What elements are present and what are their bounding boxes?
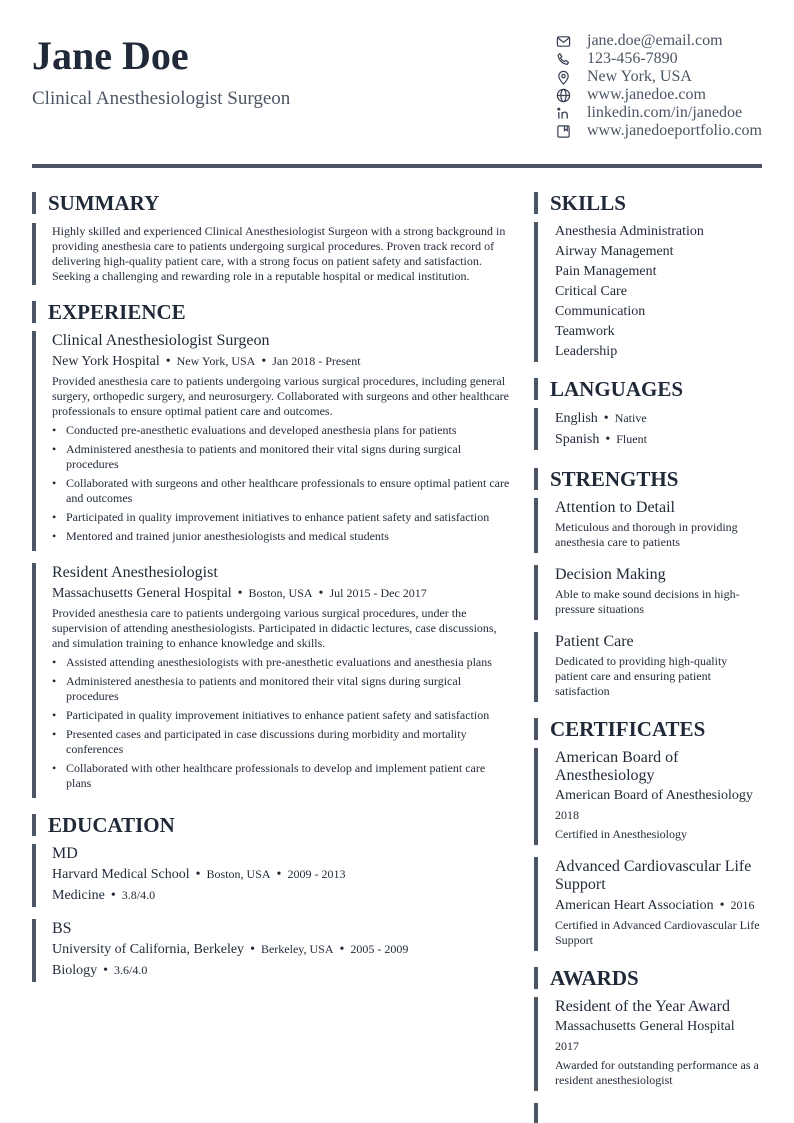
separator: • [250,942,255,957]
separator: • [318,586,324,601]
award-item [534,997,762,1091]
left-column [32,192,510,982]
contact-website[interactable] [554,86,762,104]
job-meta [52,353,510,370]
strength-item [534,632,762,702]
job-meta [52,585,510,602]
job-description: Provided anesthesia care to patients undergoing various surgical procedures, under the supervision of attending anesthesiologists. Participated in didactic lectures, case discussions, and simulation training to enhance knowledge and skills. [52,606,497,650]
strength-desc: Able to make sound decisions in high-pressure situations [555,587,740,616]
separator: • [110,888,116,903]
contact-phone[interactable] [554,50,762,68]
location-text: New York, USA [587,68,692,85]
certificate-year: 2018 [555,808,579,822]
certificate-year: 2016 [730,898,755,912]
employer: Massachusetts General Hospital [52,586,232,601]
email-text: jane.doe@email.com [587,32,723,49]
right-column [534,192,762,1123]
certificate-title: American Board of Anesthesiology [555,749,679,784]
education-dates: 2009 - 2013 [287,867,346,881]
experience-item [32,331,510,551]
education-field [52,887,510,904]
contact-location [554,68,762,86]
list-item: • Participated in quality improvement initiatives to enhance patient safety and satisfaction [52,510,510,525]
language-name: Spanish [555,432,600,447]
separator: • [339,942,345,957]
award-desc: Awarded for outstanding performance as a resident anesthesiologist [555,1058,759,1087]
education-meta [52,866,510,883]
list-item: • Collaborated with surgeons and other healthcare professionals to ensure optimal patient care and outcomes [52,476,510,506]
job-title: Resident Anesthesiologist [52,564,218,581]
contact-email[interactable] [554,32,762,50]
field-of-study: Biology [52,963,98,978]
language-level: Fluent [616,432,647,446]
strength-item [534,565,762,620]
job-bullets [52,655,510,791]
list-item: • Conducted pre-anesthetic evaluations and developed anesthesia plans for patients [52,423,510,438]
job-dates: Jan 2018 - Present [272,354,361,368]
list-item: • Collaborated with other healthcare professionals to develop and implement patient care plans [52,761,510,791]
language-name: English [555,411,598,426]
empty-section-marker [534,1103,762,1123]
strength-title: Attention to Detail [555,499,675,516]
candidate-title: Clinical Anesthesiologist Surgeon [32,88,291,109]
award-title: Resident of the Year Award [555,998,730,1015]
separator: • [165,354,171,369]
phone-text: 123-456-7890 [587,50,678,67]
strengths-heading: STRENGTHS [534,468,762,490]
header-divider [32,164,762,168]
school: University of California, Berkeley [52,942,245,957]
job-dates: Jul 2015 - Dec 2017 [329,586,427,600]
list-item: • Participated in quality improvement initiatives to enhance patient safety and satisfaction [52,708,510,723]
language-item [555,429,762,450]
skill-item: Teamwork [555,324,615,339]
education-item [32,844,510,907]
linkedin-text: linkedin.com/in/janedoe [587,104,743,121]
list-item: • Assisted attending anesthesiologists with pre-anesthetic evaluations and anesthesia plans [52,655,510,670]
list-item: • Presented cases and participated in case discussions during morbidity and mortality conferences [52,727,510,757]
separator: • [276,867,282,882]
education-item [32,919,510,982]
strength-desc: Dedicated to providing high-quality patient care and ensuring patient satisfaction [555,654,728,698]
list-item: • Mentored and trained junior anesthesiologists and medical students [52,529,510,544]
job-title: Clinical Anesthesiologist Surgeon [52,332,270,349]
contact-list [554,32,762,140]
skill-item: Anesthesia Administration [555,224,704,239]
job-bullets [52,423,510,544]
separator: • [603,411,609,426]
portfolio-text: www.janedoeportfolio.com [587,122,762,139]
experience-heading: EXPERIENCE [32,301,510,323]
summary-text: Highly skilled and experienced Clinical Anesthesiologist Surgeon with a strong background in providing anesthesia care to patients undergoing surgical procedures. Proven track record of delivering high-quality patient care, with a strong focus on patient safety and satisfaction. Seeking a challenging and rewarding role in a reputable hospital or medical institution. [52,224,506,283]
gpa: 3.8/4.0 [121,888,156,902]
certificate-title: Advanced Cardiovascular Life Support [555,858,752,893]
languages-heading: LANGUAGES [534,378,762,400]
separator: • [237,586,243,601]
strength-title: Decision Making [555,566,666,583]
portfolio-icon [554,122,572,140]
summary-block [32,223,510,285]
school-location: Berkeley, USA [260,942,334,956]
candidate-name: Jane Doe [32,33,189,78]
certificate-desc: Certified in Advanced Cardiovascular Life Support [555,918,760,947]
gpa: 3.6/4.0 [114,963,148,977]
award-org: Massachusetts General Hospital [555,1019,735,1034]
certificate-meta [555,897,762,914]
separator: • [719,898,725,913]
strength-desc: Meticulous and thorough in providing anesthesia care to patients [555,520,738,549]
school: Harvard Medical School [52,867,190,882]
field-of-study: Medicine [52,888,105,903]
skill-item: Pain Management [555,264,657,279]
skill-item: Communication [555,304,646,319]
education-meta [52,941,510,958]
strength-item [534,498,762,553]
education-heading: EDUCATION [32,814,510,836]
strength-title: Patient Care [555,633,634,650]
contact-linkedin[interactable] [554,104,762,122]
certificate-item [534,857,762,951]
globe-icon [554,86,572,104]
experience-item [32,563,510,798]
job-location: New York, USA [176,354,256,368]
separator: • [103,963,109,978]
awards-heading: AWARDS [534,967,762,989]
job-description: Provided anesthesia care to patients undergoing various surgical procedures, including general surgery, orthopedic surgery, and neurosurgery. Collaborated with surgeons and other healthcare professionals to ensure optimal patient care and outcomes. [52,374,509,418]
skills-block [534,222,762,362]
certificate-desc: Certified in Anesthesiology [555,827,687,841]
separator: • [261,354,267,369]
contact-portfolio[interactable] [554,122,762,140]
skill-item: Leadership [555,344,618,359]
skill-item: Critical Care [555,284,627,299]
certificate-org: American Heart Association [555,898,714,913]
job-location: Boston, USA [248,586,313,600]
linkedin-icon [554,104,572,122]
employer: New York Hospital [52,354,160,369]
school-location: Boston, USA [206,867,271,881]
degree: MD [52,845,78,862]
degree: BS [52,920,72,937]
list-item: • Administered anesthesia to patients and monitored their vital signs during surgical procedures [52,674,510,704]
certificates-heading: CERTIFICATES [534,718,762,740]
certificate-item [534,748,762,845]
location-pin-icon [554,68,572,86]
website-text: www.janedoe.com [587,86,706,103]
separator: • [605,432,611,447]
language-item [555,408,762,429]
languages-block [534,408,762,450]
language-level: Native [614,411,647,425]
envelope-icon [554,32,572,50]
award-year: 2017 [555,1039,579,1053]
education-dates: 2005 - 2009 [350,942,409,956]
summary-heading: SUMMARY [32,192,510,214]
skills-heading: SKILLS [534,192,762,214]
separator: • [195,867,201,882]
skill-item: Airway Management [555,244,674,259]
phone-icon [554,50,572,68]
list-item: • Administered anesthesia to patients and monitored their vital signs during surgical procedures [52,442,510,472]
education-field [52,962,510,979]
certificate-org: American Board of Anesthesiology [555,788,753,803]
